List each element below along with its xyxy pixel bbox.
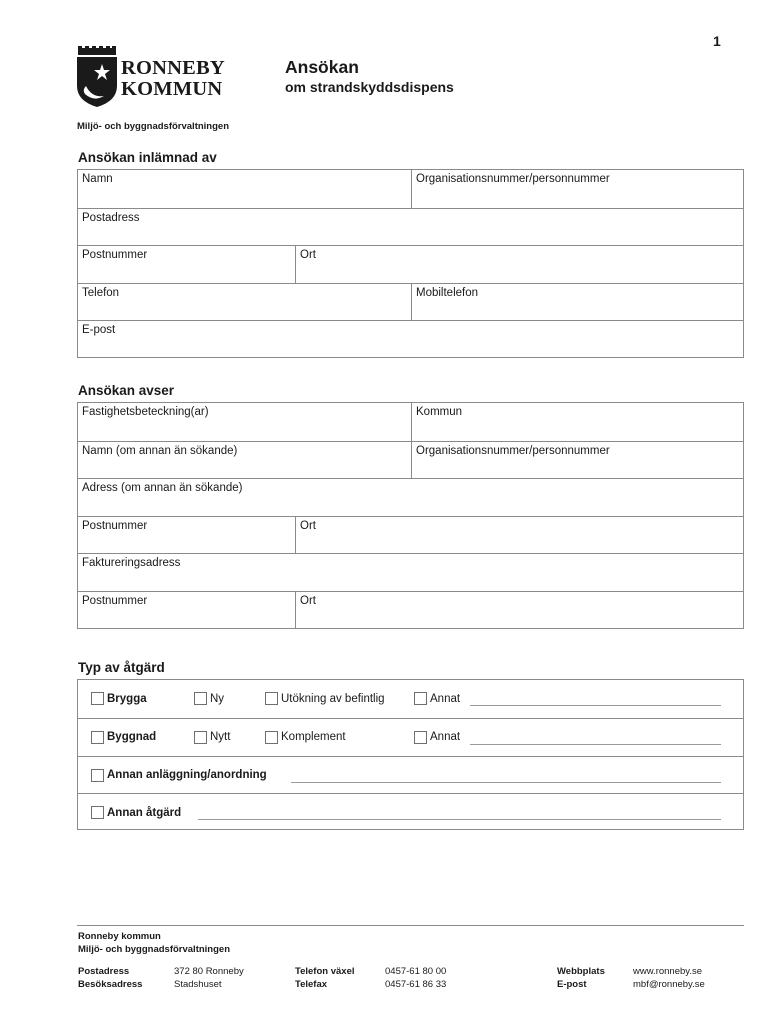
action-row-annan-atgard (78, 793, 743, 831)
billing-city-field[interactable]: Ort (295, 592, 743, 629)
city-field[interactable]: Ort (295, 517, 743, 554)
name-other-field[interactable]: Namn (om annan än sökande) (82, 444, 238, 457)
department-header: Miljö- och byggnadsförvaltningen (77, 121, 229, 132)
form-row (78, 283, 743, 321)
form-row (78, 516, 743, 554)
footer-phone-labels: Telefon växel Telefax (295, 966, 355, 990)
ronneby-kommun-logo (74, 46, 244, 108)
billing-postcode-field[interactable]: Postnummer (82, 594, 148, 607)
action-row-anlaggning (78, 756, 743, 794)
city-field[interactable]: Ort (295, 246, 743, 283)
form-row (78, 478, 743, 516)
email-field[interactable]: E-post (82, 324, 116, 336)
annat-checkbox-brygga[interactable]: Annat (414, 692, 460, 705)
nytt-checkbox[interactable]: Nytt (194, 731, 230, 744)
annan-atgard-line[interactable] (198, 819, 721, 820)
annan-anlaggning-line[interactable] (291, 782, 721, 783)
form-row (78, 591, 743, 629)
postcode-field[interactable]: Postnummer (82, 249, 148, 261)
form-row (78, 245, 743, 283)
phone-field[interactable]: Telefon (82, 286, 120, 299)
address-other-field[interactable]: Adress (om annan än sökande) (82, 482, 243, 494)
website-link[interactable]: www.ronneby.se (633, 966, 702, 977)
billing-address-field[interactable]: Faktureringsadress (82, 557, 181, 569)
form-row (78, 170, 743, 208)
section-title-applicant: Ansökan inlämnad av (78, 150, 217, 165)
komplement-checkbox[interactable]: Komplement (265, 731, 346, 744)
byggnad-checkbox[interactable]: Byggnad (91, 731, 156, 744)
utokning-checkbox[interactable]: Utökning av befintlig (265, 692, 385, 705)
brygga-checkbox[interactable]: Brygga (91, 692, 147, 705)
footer-divider (77, 925, 744, 926)
postcode-field[interactable]: Postnummer (82, 519, 148, 532)
coat-of-arms-icon (74, 46, 120, 108)
footer-web-values (633, 966, 705, 991)
annat-byggnad-line[interactable] (470, 744, 721, 745)
postal-address-field[interactable]: Postadress (82, 211, 140, 224)
page-number: 1 (713, 33, 721, 49)
email-link[interactable]: mbf@ronneby.se (633, 978, 705, 990)
mobile-field[interactable]: Mobiltelefon (411, 284, 743, 321)
annan-anlaggning-checkbox[interactable]: Annan anläggning/anordning (91, 769, 267, 782)
property-field[interactable]: Fastighetsbeteckning(ar) (82, 406, 209, 418)
annat-checkbox-byggnad[interactable]: Annat (414, 731, 460, 744)
footer-web-labels: Webbplats E-post (557, 966, 605, 990)
annat-brygga-line[interactable] (470, 705, 721, 706)
ny-checkbox[interactable]: Ny (194, 692, 224, 705)
action-type-form (77, 679, 744, 830)
logo-wordmark: RONNEBY KOMMUN (121, 57, 225, 100)
municipality-field[interactable]: Kommun (411, 403, 743, 441)
footer-org: Ronneby kommun Miljö- och byggnadsförvaltningen (78, 931, 230, 955)
form-row (78, 320, 743, 358)
name-field[interactable]: Namn (82, 173, 113, 185)
document-subtitle: om strandskyddsdispens (285, 79, 454, 95)
form-row (78, 441, 743, 479)
action-row-brygga (78, 680, 743, 718)
form-row (78, 403, 743, 441)
action-row-byggnad (78, 718, 743, 756)
document-title: Ansökan (285, 57, 359, 77)
section-title-action-type: Typ av åtgärd (78, 660, 165, 675)
footer-address-labels: Postadress Besöksadress (78, 966, 143, 990)
form-row (78, 208, 743, 246)
application-form (77, 402, 744, 629)
applicant-form (77, 169, 744, 358)
org-number-field[interactable]: Organisationsnummer/personnummer (411, 170, 743, 208)
form-row (78, 553, 743, 591)
footer-phone-values: 0457-61 80 00 0457-61 86 33 (385, 966, 447, 990)
footer-address-values: 372 80 Ronneby Stadshuset (174, 966, 244, 990)
section-title-application: Ansökan avser (78, 383, 175, 398)
annan-atgard-checkbox[interactable]: Annan åtgärd (91, 806, 181, 819)
org-number-other-field[interactable]: Organisationsnummer/personnummer (411, 442, 743, 479)
